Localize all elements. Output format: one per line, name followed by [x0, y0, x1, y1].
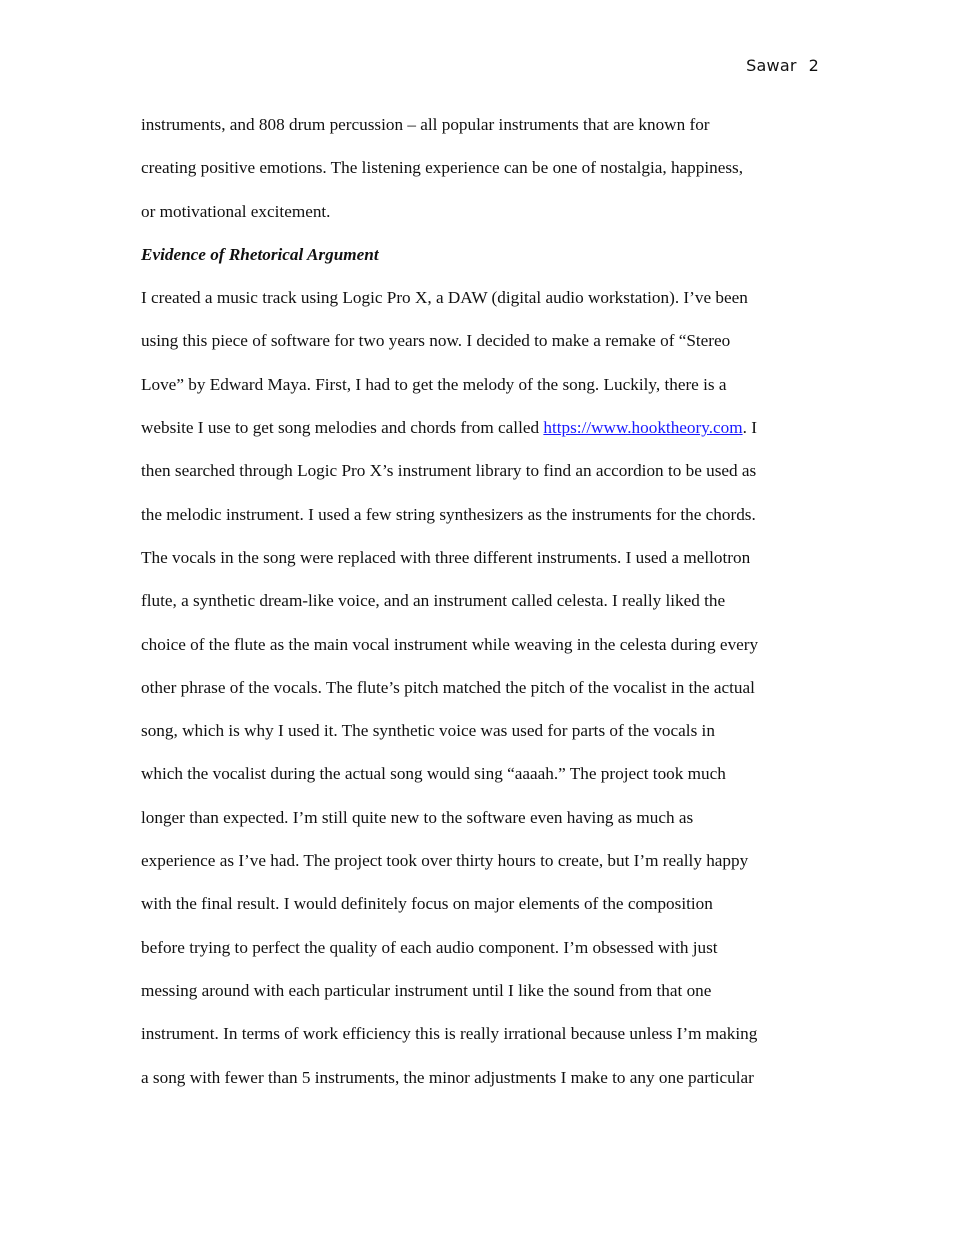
text-line: which the vocalist during the actual song would sing “aaaah.” The project took much: [141, 764, 726, 784]
text-line: creating positive emotions. The listening experience can be one of nostalgia, happiness,: [141, 158, 744, 178]
text-line: before trying to perfect the quality of each audio component. I’m obsessed with just: [141, 937, 718, 957]
text-line: a song with fewer than 5 instruments, the minor adjustments I make to any one particular: [141, 1067, 754, 1087]
link-prefix-text: website I use to get song melodies and chords from called: [141, 418, 544, 438]
page-header: [746, 56, 819, 75]
text-line: flute, a synthetic dream-like voice, and an instrument called celesta. I really liked the: [141, 591, 726, 611]
text-line: messing around with each particular instrument until I like the sound from that one: [141, 980, 712, 1000]
text-line: other phrase of the vocals. The flute’s pitch matched the pitch of the vocalist in the actual: [141, 677, 755, 697]
text-line: The vocals in the song were replaced with three different instruments. I used a mellotron: [141, 547, 751, 567]
text-line: song, which is why I used it. The synthetic voice was used for parts of the vocals in: [141, 721, 715, 741]
text-line: using this piece of software for two years now. I decided to make a remake of “Stereo: [141, 331, 731, 351]
text-line: Love” by Edward Maya. First, I had to get the melody of the song. Luckily, there is a: [141, 374, 727, 394]
text-line: experience as I’ve had. The project took over thirty hours to create, but I’m really happy: [141, 851, 749, 871]
page-number: 2: [808, 56, 819, 75]
text-line: with the final result. I would definitely focus on major elements of the composition: [141, 894, 713, 914]
document-body: [141, 112, 831, 1108]
text-line: longer than expected. I’m still quite new to the software even having as much as: [141, 807, 694, 827]
text-line: the melodic instrument. I used a few string synthesizers as the instruments for the chords.: [141, 504, 756, 524]
text-line: instrument. In terms of work efficiency this is really irrational because unless I’m making: [141, 1024, 758, 1044]
text-line-with-link: [141, 415, 831, 458]
text-line: I created a music track using Logic Pro X, a DAW (digital audio workstation). I’ve been: [141, 288, 748, 308]
text-line: choice of the flute as the main vocal instrument while weaving in the celesta during every: [141, 634, 759, 654]
link-suffix-text: . I: [742, 418, 757, 438]
text-line: then searched through Logic Pro X’s instrument library to find an accordion to be used as: [141, 461, 757, 481]
hooktheory-link[interactable]: https://www.hooktheory.com: [543, 418, 743, 438]
section-heading: Evidence of Rhetorical Argument: [141, 244, 379, 264]
header-author: Sawar: [746, 56, 797, 75]
text-line: instruments, and 808 drum percussion – all popular instruments that are known for: [141, 115, 710, 134]
text-line: or motivational excitement.: [141, 201, 331, 221]
